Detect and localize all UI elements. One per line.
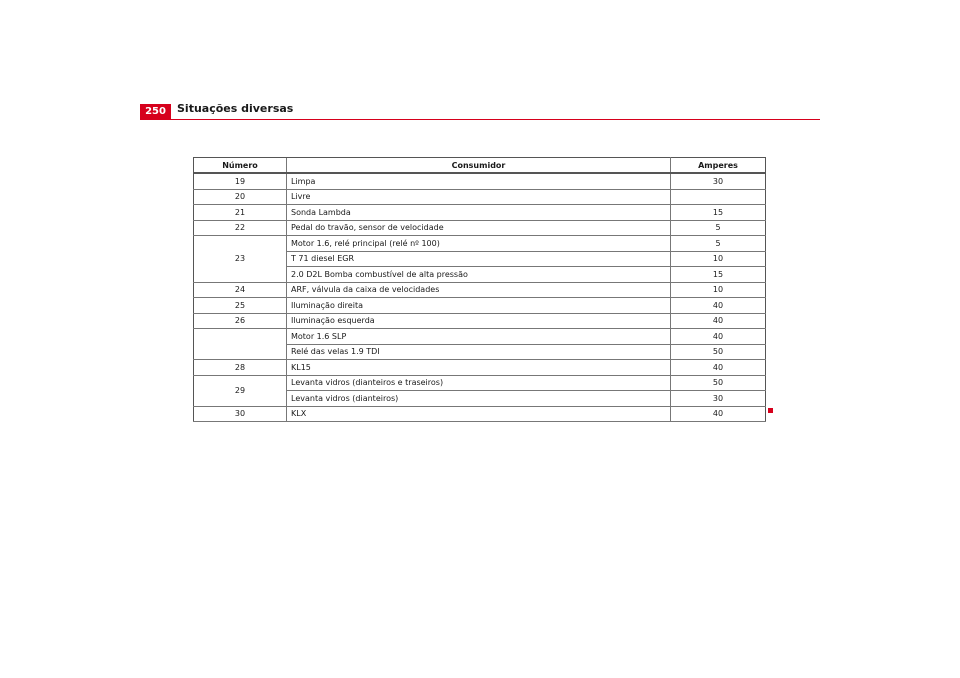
table-row — [194, 220, 766, 236]
cell-consumidor: KLX — [287, 406, 671, 422]
cell-consumidor: ARF, válvula da caixa de velocidades — [287, 282, 671, 298]
table-row — [194, 313, 766, 329]
cell-consumidor: 2.0 D2L Bomba combustível de alta pressão — [287, 267, 671, 283]
chapter-title: Situações diversas — [177, 102, 294, 115]
cell-amperes: 10 — [671, 251, 766, 267]
header-rule — [140, 119, 820, 120]
end-of-section-marker — [768, 408, 773, 413]
table-row — [194, 282, 766, 298]
fuse-table — [193, 157, 766, 422]
table-row — [194, 173, 766, 189]
cell-consumidor: Levanta vidros (dianteiros e traseiros) — [287, 375, 671, 391]
table-row — [194, 329, 766, 345]
cell-consumidor: Pedal do travão, sensor de velocidade — [287, 220, 671, 236]
cell-amperes: 40 — [671, 298, 766, 314]
cell-consumidor: Motor 1.6 SLP — [287, 329, 671, 345]
cell-consumidor: Iluminação esquerda — [287, 313, 671, 329]
cell-consumidor: Levanta vidros (dianteiros) — [287, 391, 671, 407]
cell-amperes: 30 — [671, 391, 766, 407]
cell-amperes: 30 — [671, 173, 766, 189]
cell-consumidor: Sonda Lambda — [287, 205, 671, 221]
cell-numero: 23 — [194, 236, 287, 283]
cell-numero — [194, 329, 287, 360]
cell-numero: 30 — [194, 406, 287, 422]
cell-amperes: 5 — [671, 220, 766, 236]
cell-consumidor: Relé das velas 1.9 TDI — [287, 344, 671, 360]
table-row — [194, 205, 766, 221]
column-header-consumidor: Consumidor — [287, 158, 671, 174]
cell-numero: 26 — [194, 313, 287, 329]
cell-amperes: 50 — [671, 375, 766, 391]
cell-amperes: 40 — [671, 313, 766, 329]
cell-amperes: 15 — [671, 267, 766, 283]
cell-amperes: 40 — [671, 329, 766, 345]
page-number: 250 — [140, 104, 171, 119]
column-header-numero: Número — [194, 158, 287, 174]
page-header — [140, 100, 820, 120]
cell-amperes — [671, 189, 766, 205]
table-row — [194, 406, 766, 422]
cell-numero: 21 — [194, 205, 287, 221]
table-row — [194, 360, 766, 376]
column-header-amperes: Amperes — [671, 158, 766, 174]
cell-amperes: 40 — [671, 360, 766, 376]
cell-numero: 25 — [194, 298, 287, 314]
table-header-row — [194, 158, 766, 174]
cell-consumidor: Livre — [287, 189, 671, 205]
table-row — [194, 236, 766, 252]
cell-numero: 22 — [194, 220, 287, 236]
table-row — [194, 298, 766, 314]
cell-amperes: 40 — [671, 406, 766, 422]
cell-numero: 24 — [194, 282, 287, 298]
cell-amperes: 50 — [671, 344, 766, 360]
cell-consumidor: KL15 — [287, 360, 671, 376]
cell-consumidor: Iluminação direita — [287, 298, 671, 314]
cell-numero: 20 — [194, 189, 287, 205]
table-row — [194, 375, 766, 391]
cell-numero: 28 — [194, 360, 287, 376]
cell-consumidor: Motor 1.6, relé principal (relé nº 100) — [287, 236, 671, 252]
cell-consumidor: Limpa — [287, 173, 671, 189]
table-row — [194, 189, 766, 205]
cell-amperes: 5 — [671, 236, 766, 252]
cell-consumidor: T 71 diesel EGR — [287, 251, 671, 267]
cell-numero: 19 — [194, 173, 287, 189]
cell-amperes: 15 — [671, 205, 766, 221]
cell-amperes: 10 — [671, 282, 766, 298]
cell-numero: 29 — [194, 375, 287, 406]
